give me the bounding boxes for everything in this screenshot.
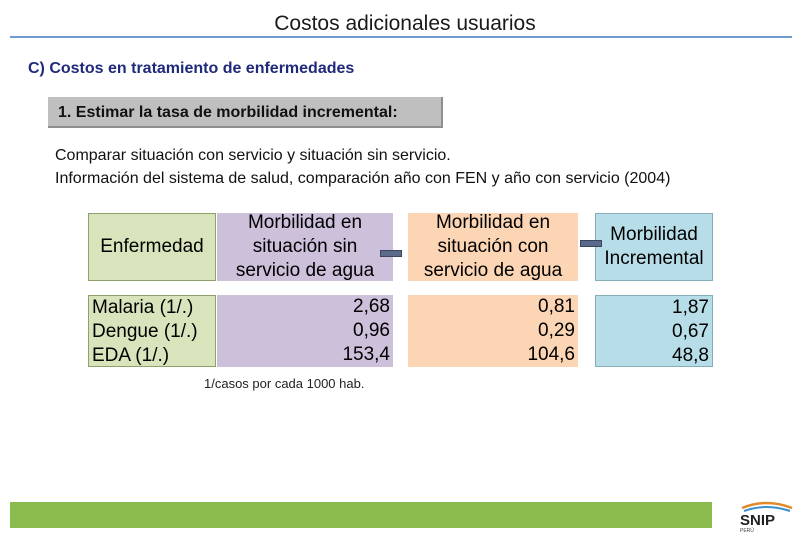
step-label: 1. Estimar la tasa de morbilidad incremental: — [58, 104, 398, 121]
equals-operator-icon — [580, 240, 602, 247]
table-row-enfermedad: Dengue (1/.) — [92, 321, 198, 342]
header-inc-line-2: Incremental — [604, 248, 704, 269]
table-row-con: 104,6 — [527, 344, 575, 365]
logo-subtext: PERÚ — [740, 528, 754, 534]
header-enfermedad — [88, 213, 216, 281]
column-enfermedad — [88, 295, 216, 367]
table-row-incremental: 48,8 — [672, 345, 709, 366]
header-morbilidad-incremental — [595, 213, 713, 281]
table-row-sin: 153,4 — [342, 344, 390, 365]
snip-logo-mark — [736, 500, 798, 534]
snip-logo — [736, 500, 798, 534]
header-con-line-3: servicio de agua — [423, 260, 563, 281]
table-row-sin: 0,96 — [353, 320, 390, 341]
header-sin-line-2: situación sin — [252, 236, 358, 257]
header-enfermedad-label: Enfermedad — [100, 236, 204, 257]
table-row-enfermedad: EDA (1/.) — [92, 345, 170, 366]
minus-operator-icon — [380, 250, 402, 257]
header-sin-line-3: servicio de agua — [235, 260, 375, 281]
table-row-sin: 2,68 — [353, 296, 390, 317]
header-sin-line-1: Morbilidad en — [247, 212, 363, 233]
column-sin — [217, 295, 393, 367]
paragraph-line-2: Información del sistema de salud, comparación año con FEN y año con servicio (2004) — [55, 170, 671, 187]
logo-text: SNIP — [740, 512, 776, 529]
footer-bar — [10, 502, 712, 528]
header-con-line-2: situación con — [437, 236, 549, 257]
table-row-con: 0,81 — [538, 296, 575, 317]
section-heading: C) Costos en tratamiento de enfermedades — [28, 60, 355, 77]
header-inc-line-1: Morbilidad — [610, 224, 698, 245]
header-con-line-1: Morbilidad en — [435, 212, 551, 233]
page-title: Costos adicionales usuarios — [274, 12, 536, 35]
header-morbilidad-sin — [217, 213, 393, 281]
footnote: 1/casos por cada 1000 hab. — [204, 376, 365, 391]
table-row-incremental: 1,87 — [672, 297, 709, 318]
table-row-enfermedad: Malaria (1/.) — [92, 297, 194, 318]
title-underline — [10, 36, 792, 38]
column-incremental — [595, 295, 713, 367]
table-row-con: 0,29 — [538, 320, 575, 341]
table-row-incremental: 0,67 — [672, 321, 709, 342]
paragraph-line-1: Comparar situación con servicio y situación sin servicio. — [55, 147, 451, 164]
header-morbilidad-con — [408, 213, 578, 281]
column-con — [408, 295, 578, 367]
